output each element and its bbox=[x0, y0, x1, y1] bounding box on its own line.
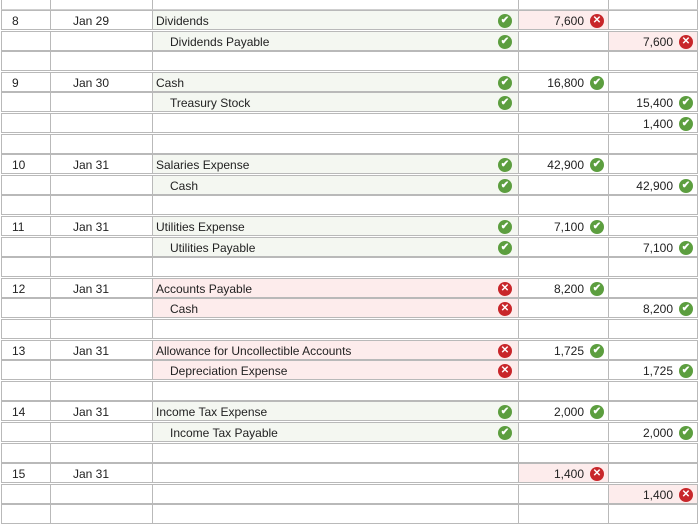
entry-number: 10 bbox=[12, 158, 26, 172]
blank-row bbox=[1, 134, 698, 155]
debit-field bbox=[519, 443, 609, 463]
account-field[interactable] bbox=[153, 401, 519, 421]
credit-field bbox=[609, 134, 698, 154]
date-cell bbox=[51, 504, 153, 524]
date-cell bbox=[51, 237, 153, 257]
credit-field[interactable] bbox=[609, 72, 698, 92]
credit-field[interactable] bbox=[609, 298, 698, 318]
empty-cell bbox=[609, 0, 698, 10]
entry-number-cell bbox=[1, 134, 51, 154]
date-cell[interactable] bbox=[51, 340, 153, 360]
check-circle-icon: ✔ bbox=[498, 96, 512, 110]
entry-number-cell bbox=[1, 298, 51, 318]
account-field[interactable] bbox=[153, 113, 519, 133]
entry-number-cell bbox=[1, 154, 51, 174]
debit-amount: 16,800 bbox=[547, 76, 584, 90]
credit-field[interactable] bbox=[609, 340, 698, 360]
debit-amount: 1,400 bbox=[553, 467, 584, 481]
debit-field bbox=[519, 195, 609, 215]
journal-line bbox=[1, 401, 698, 422]
blank-row bbox=[1, 257, 698, 278]
entry-number: 15 bbox=[12, 467, 26, 481]
debit-field bbox=[519, 257, 609, 277]
account-field[interactable] bbox=[153, 237, 519, 257]
date-cell bbox=[51, 51, 153, 71]
check-circle-icon: ✔ bbox=[498, 158, 512, 172]
account-field bbox=[153, 319, 519, 339]
debit-field[interactable] bbox=[519, 401, 609, 421]
empty-cell bbox=[153, 0, 519, 10]
journal-line bbox=[1, 216, 698, 237]
credit-field[interactable] bbox=[609, 422, 698, 442]
account-field[interactable] bbox=[153, 298, 519, 318]
journal-line bbox=[1, 463, 698, 484]
account-title: Salaries Expense bbox=[156, 158, 250, 172]
entry-number-cell bbox=[1, 278, 51, 298]
credit-field bbox=[609, 443, 698, 463]
entry-number-cell bbox=[1, 216, 51, 236]
check-circle-icon: ✔ bbox=[498, 220, 512, 234]
debit-field bbox=[519, 134, 609, 154]
empty-cell bbox=[1, 0, 51, 10]
entry-number-cell bbox=[1, 381, 51, 401]
credit-field[interactable] bbox=[609, 237, 698, 257]
debit-field[interactable] bbox=[519, 216, 609, 236]
entry-number-cell bbox=[1, 422, 51, 442]
x-circle-icon: ✕ bbox=[590, 14, 604, 28]
credit-amount: 2,000 bbox=[642, 426, 673, 440]
date-cell[interactable] bbox=[51, 278, 153, 298]
entry-number: 13 bbox=[12, 344, 26, 358]
debit-field[interactable] bbox=[519, 72, 609, 92]
check-circle-icon: ✔ bbox=[679, 179, 693, 193]
journal-line bbox=[1, 360, 698, 381]
x-circle-icon: ✕ bbox=[498, 344, 512, 358]
entry-number-cell bbox=[1, 10, 51, 30]
entry-number: 11 bbox=[12, 220, 25, 234]
date-cell bbox=[51, 92, 153, 112]
blank-row bbox=[1, 381, 698, 402]
credit-field[interactable] bbox=[609, 463, 698, 483]
debit-field bbox=[519, 51, 609, 71]
account-title: Utilities Payable bbox=[170, 241, 256, 255]
journal-line bbox=[1, 340, 698, 361]
entry-number-cell bbox=[1, 319, 51, 339]
account-title: Income Tax Expense bbox=[156, 405, 268, 419]
credit-amount: 7,100 bbox=[642, 241, 673, 255]
entry-date: Jan 31 bbox=[73, 282, 110, 296]
entry-date: Jan 31 bbox=[73, 158, 110, 172]
entry-number-cell bbox=[1, 484, 51, 504]
debit-field[interactable] bbox=[519, 484, 609, 504]
entry-number-cell bbox=[1, 504, 51, 524]
entry-number-cell bbox=[1, 31, 51, 51]
debit-field[interactable] bbox=[519, 298, 609, 318]
debit-amount: 8,200 bbox=[553, 282, 584, 296]
account-field[interactable] bbox=[153, 216, 519, 236]
account-field[interactable] bbox=[153, 10, 519, 30]
credit-field[interactable] bbox=[609, 216, 698, 236]
x-circle-icon: ✕ bbox=[498, 282, 512, 296]
journal-line bbox=[1, 92, 698, 113]
account-title: Cash bbox=[170, 179, 199, 193]
journal-line bbox=[1, 10, 698, 31]
credit-field[interactable] bbox=[609, 10, 698, 30]
debit-field[interactable] bbox=[519, 154, 609, 174]
entry-date: Jan 31 bbox=[73, 467, 110, 481]
date-cell bbox=[51, 175, 153, 195]
entry-number-cell bbox=[1, 72, 51, 92]
date-cell bbox=[51, 443, 153, 463]
debit-field[interactable] bbox=[519, 113, 609, 133]
check-circle-icon: ✔ bbox=[590, 282, 604, 296]
date-cell bbox=[51, 134, 153, 154]
account-title: Accounts Payable bbox=[156, 282, 253, 296]
account-field bbox=[153, 381, 519, 401]
date-cell bbox=[51, 195, 153, 215]
credit-field bbox=[609, 381, 698, 401]
entry-number-cell bbox=[1, 257, 51, 277]
journal-line bbox=[1, 31, 698, 52]
account-field[interactable] bbox=[153, 463, 519, 483]
check-circle-icon: ✔ bbox=[590, 158, 604, 172]
account-field[interactable] bbox=[153, 72, 519, 92]
entry-number: 12 bbox=[12, 282, 26, 296]
entry-number-cell bbox=[1, 92, 51, 112]
date-cell bbox=[51, 484, 153, 504]
journal-line bbox=[1, 484, 698, 505]
debit-amount: 7,100 bbox=[553, 220, 584, 234]
date-cell[interactable] bbox=[51, 72, 153, 92]
credit-field[interactable] bbox=[609, 278, 698, 298]
journal-line bbox=[1, 175, 698, 196]
account-title: Depreciation Expense bbox=[170, 364, 288, 378]
check-circle-icon: ✔ bbox=[590, 220, 604, 234]
account-title: Cash bbox=[156, 76, 185, 90]
blank-row bbox=[1, 443, 698, 464]
journal-line bbox=[1, 422, 698, 443]
debit-field[interactable] bbox=[519, 360, 609, 380]
account-field[interactable] bbox=[153, 31, 519, 51]
date-cell bbox=[51, 422, 153, 442]
debit-field[interactable] bbox=[519, 278, 609, 298]
account-field[interactable] bbox=[153, 360, 519, 380]
debit-field[interactable] bbox=[519, 463, 609, 483]
check-circle-icon: ✔ bbox=[498, 405, 512, 419]
credit-amount: 42,900 bbox=[636, 179, 673, 193]
entry-date: Jan 31 bbox=[73, 344, 110, 358]
x-circle-icon: ✕ bbox=[679, 488, 693, 502]
journal-line bbox=[1, 278, 698, 299]
spacer-row bbox=[1, 0, 698, 10]
entry-date: Jan 31 bbox=[73, 405, 110, 419]
credit-field bbox=[609, 195, 698, 215]
credit-amount: 15,400 bbox=[636, 96, 673, 110]
entry-number-cell bbox=[1, 51, 51, 71]
check-circle-icon: ✔ bbox=[590, 344, 604, 358]
account-title: Treasury Stock bbox=[170, 96, 251, 110]
journal-line bbox=[1, 154, 698, 175]
date-cell[interactable] bbox=[51, 463, 153, 483]
blank-row bbox=[1, 51, 698, 72]
check-circle-icon: ✔ bbox=[498, 35, 512, 49]
date-cell bbox=[51, 319, 153, 339]
entry-number: 8 bbox=[12, 14, 19, 28]
account-field bbox=[153, 443, 519, 463]
entry-date: Jan 30 bbox=[73, 76, 110, 90]
credit-amount: 7,600 bbox=[642, 35, 673, 49]
check-circle-icon: ✔ bbox=[498, 14, 512, 28]
journal-line bbox=[1, 298, 698, 319]
account-field[interactable] bbox=[153, 92, 519, 112]
entry-number: 14 bbox=[12, 405, 26, 419]
credit-field bbox=[609, 319, 698, 339]
check-circle-icon: ✔ bbox=[679, 96, 693, 110]
check-circle-icon: ✔ bbox=[498, 426, 512, 440]
entry-number-cell bbox=[1, 340, 51, 360]
blank-row bbox=[1, 504, 698, 525]
debit-amount: 1,725 bbox=[553, 344, 584, 358]
account-title: Income Tax Payable bbox=[170, 426, 278, 440]
account-field bbox=[153, 504, 519, 524]
credit-field[interactable] bbox=[609, 154, 698, 174]
debit-field[interactable] bbox=[519, 237, 609, 257]
entry-number: 9 bbox=[12, 76, 19, 90]
debit-amount: 7,600 bbox=[553, 14, 584, 28]
account-field bbox=[153, 257, 519, 277]
credit-field[interactable] bbox=[609, 360, 698, 380]
account-field bbox=[153, 195, 519, 215]
debit-field bbox=[519, 319, 609, 339]
debit-field bbox=[519, 381, 609, 401]
entry-number-cell bbox=[1, 443, 51, 463]
date-cell bbox=[51, 31, 153, 51]
check-circle-icon: ✔ bbox=[498, 76, 512, 90]
account-field[interactable] bbox=[153, 154, 519, 174]
entry-number-cell bbox=[1, 195, 51, 215]
account-field[interactable] bbox=[153, 340, 519, 360]
entry-number-cell bbox=[1, 175, 51, 195]
date-cell[interactable] bbox=[51, 401, 153, 421]
debit-amount: 42,900 bbox=[547, 158, 584, 172]
check-circle-icon: ✔ bbox=[679, 302, 693, 316]
account-field bbox=[153, 51, 519, 71]
account-field[interactable] bbox=[153, 484, 519, 504]
credit-amount: 1,400 bbox=[642, 488, 673, 502]
check-circle-icon: ✔ bbox=[498, 179, 512, 193]
check-circle-icon: ✔ bbox=[590, 76, 604, 90]
debit-field bbox=[519, 504, 609, 524]
account-title: Dividends bbox=[156, 14, 209, 28]
blank-row bbox=[1, 195, 698, 216]
credit-field[interactable] bbox=[609, 175, 698, 195]
entry-date: Jan 29 bbox=[73, 14, 110, 28]
credit-field[interactable] bbox=[609, 401, 698, 421]
debit-field[interactable] bbox=[519, 92, 609, 112]
account-title: Dividends Payable bbox=[170, 35, 270, 49]
entry-date: Jan 31 bbox=[73, 220, 110, 234]
credit-amount: 1,725 bbox=[642, 364, 673, 378]
credit-field[interactable] bbox=[609, 484, 698, 504]
check-circle-icon: ✔ bbox=[679, 426, 693, 440]
journal-line bbox=[1, 72, 698, 93]
date-cell[interactable] bbox=[51, 216, 153, 236]
debit-field[interactable] bbox=[519, 31, 609, 51]
debit-field[interactable] bbox=[519, 10, 609, 30]
entry-number-cell bbox=[1, 401, 51, 421]
credit-field[interactable] bbox=[609, 31, 698, 51]
date-cell[interactable] bbox=[51, 154, 153, 174]
date-cell bbox=[51, 298, 153, 318]
journal-line bbox=[1, 237, 698, 258]
check-circle-icon: ✔ bbox=[679, 117, 693, 131]
credit-field bbox=[609, 51, 698, 71]
account-title: Utilities Expense bbox=[156, 220, 245, 234]
credit-field[interactable] bbox=[609, 113, 698, 133]
date-cell bbox=[51, 381, 153, 401]
account-title: Cash bbox=[170, 302, 199, 316]
debit-field[interactable] bbox=[519, 175, 609, 195]
check-circle-icon: ✔ bbox=[590, 405, 604, 419]
credit-field[interactable] bbox=[609, 92, 698, 112]
entry-number-cell bbox=[1, 237, 51, 257]
blank-row bbox=[1, 319, 698, 340]
x-circle-icon: ✕ bbox=[498, 302, 512, 316]
account-field[interactable] bbox=[153, 278, 519, 298]
entry-number-cell bbox=[1, 360, 51, 380]
credit-amount: 8,200 bbox=[642, 302, 673, 316]
check-circle-icon: ✔ bbox=[679, 241, 693, 255]
check-circle-icon: ✔ bbox=[498, 241, 512, 255]
debit-field[interactable] bbox=[519, 340, 609, 360]
empty-cell bbox=[51, 0, 153, 10]
date-cell bbox=[51, 113, 153, 133]
account-field bbox=[153, 134, 519, 154]
x-circle-icon: ✕ bbox=[498, 364, 512, 378]
x-circle-icon: ✕ bbox=[590, 467, 604, 481]
date-cell bbox=[51, 360, 153, 380]
date-cell bbox=[51, 257, 153, 277]
entry-number-cell bbox=[1, 463, 51, 483]
empty-cell bbox=[519, 0, 609, 10]
account-field[interactable] bbox=[153, 175, 519, 195]
account-field[interactable] bbox=[153, 422, 519, 442]
date-cell[interactable] bbox=[51, 10, 153, 30]
credit-field bbox=[609, 257, 698, 277]
entry-number-cell bbox=[1, 113, 51, 133]
check-circle-icon: ✔ bbox=[679, 364, 693, 378]
credit-amount: 1,400 bbox=[642, 117, 673, 131]
journal-line bbox=[1, 113, 698, 134]
debit-amount: 2,000 bbox=[553, 405, 584, 419]
account-title: Allowance for Uncollectible Accounts bbox=[156, 344, 352, 358]
credit-field bbox=[609, 504, 698, 524]
debit-field[interactable] bbox=[519, 422, 609, 442]
x-circle-icon: ✕ bbox=[679, 35, 693, 49]
